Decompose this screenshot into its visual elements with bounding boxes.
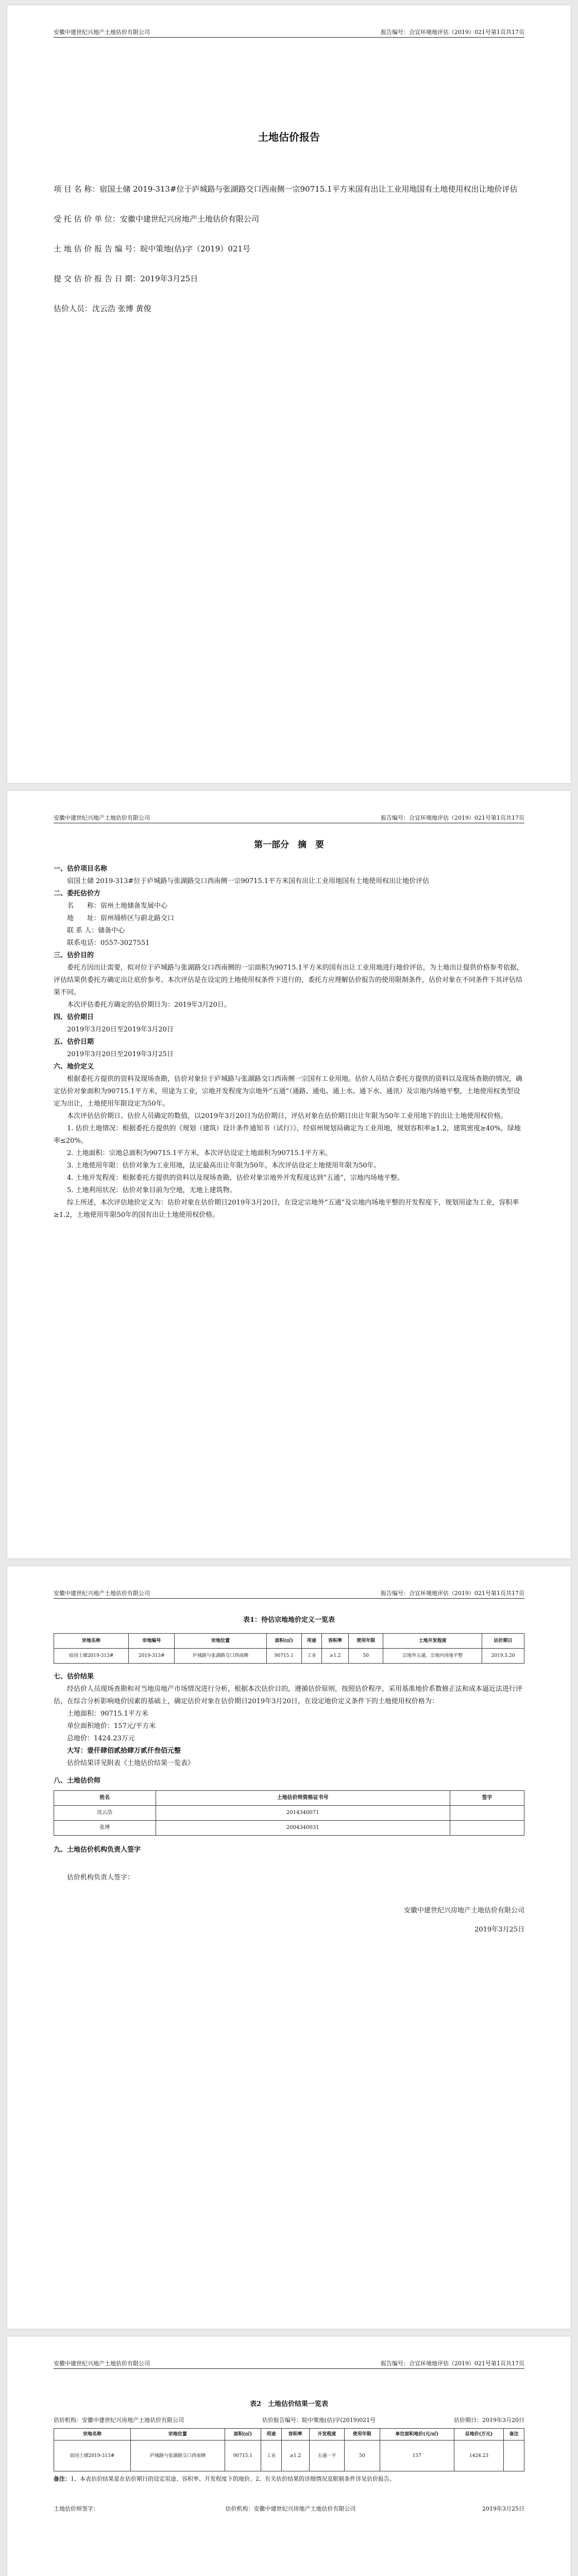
annex-report-no: 估价报告编号：皖中策地(估)字(2019)021号: [262, 2417, 376, 2424]
table-header-cell: 宗地名称: [54, 2429, 131, 2441]
table-cell: 宿国土储2019-313#: [54, 1649, 129, 1664]
project-field: 项 目 名 称：宿国土储 2019-313#位于庐城路与张湖路交口西南侧一宗90715.1平方米国有出让工业用地国有土地使用权出让地价评估: [54, 184, 518, 194]
sign-org: 安徽中建世纪兴房地产土地估价有限公司: [403, 1907, 524, 1914]
table-cell: 1424.23: [454, 2441, 503, 2471]
client-phone: 联系电话：0557-3027551: [67, 939, 150, 947]
table-cell: [450, 1806, 524, 1821]
summary-page-2: [7, 1566, 571, 2329]
table-header-cell: 宗地位置: [175, 1634, 266, 1649]
table-header-cell: 签字: [450, 1791, 524, 1806]
price-caps: 大写：壹仟肆佰贰拾肆万贰仟叁佰元整: [67, 1747, 181, 1755]
date-field: 提 交 估 价 报 告 日 期：2019年3月25日: [54, 274, 198, 283]
page-header: [54, 26, 524, 38]
section-2: 二、委托估价方: [54, 890, 101, 897]
table-cell: 庐城路与张湖路交口西南侧: [175, 1649, 266, 1664]
table-header-cell: 容积率: [281, 2429, 309, 2441]
table-cell: 工业: [302, 1649, 322, 1664]
table-header-cell: 使用年限: [349, 1634, 383, 1649]
annex-meta: [54, 2416, 524, 2425]
appraiser-table: [54, 1790, 524, 1836]
table-header-cell: 使用年限: [345, 2429, 380, 2441]
price-note: 估价结果详见附表《土地估价结果一览表》: [67, 1759, 195, 1767]
section-8: 八、土地估价师: [54, 1777, 101, 1785]
price-area: 土地面积：90715.1平方米: [67, 1710, 148, 1718]
table-cell: [504, 2441, 524, 2471]
table-header-cell: 宗地名称: [54, 1634, 129, 1649]
price-unit: 单位面积地价：157元/平方米: [67, 1722, 156, 1730]
annex-title: 表2 土地估价结果一览表: [249, 2400, 329, 2408]
table-cell: 90715.1: [225, 2441, 261, 2471]
sign-person: 估价机构负责人签字：: [67, 1874, 134, 1882]
page-header: 安徽中建世纪兴地产土地估价有限公司 报告编号：合宜环境地评估（2019）021号第1页共17页: [54, 1587, 524, 1599]
client-name: 名 称：宿州土地储备发展中心: [67, 902, 168, 910]
table-header-cell: 宗地位置: [130, 2429, 225, 2441]
section-6-item3: 3. 土地使用年限：估价对象为工业用地，法定最高出让年限为50年，本次评估设定土地使用年限为50年。: [67, 1162, 381, 1170]
header-left: 安徽中建世纪兴地产土地估价有限公司: [54, 29, 150, 36]
section-6-item4: 4. 土地开发程度：根据委托方提供的资料以及现场查勘，估价对象宗地外开发程度达到“五通”，宗地内场地平整。: [67, 1174, 404, 1182]
table-cell: 工业: [261, 2441, 282, 2471]
section-6-text2: 本次评估估价期日、估价人员确定的数值，以2019年3月20日为估价期日，评估对象在估价期日出让年限为50年工业用地下的出让土地使用权价格。: [67, 1112, 507, 1120]
table-cell: 2019-313#: [129, 1649, 175, 1664]
table-cell: 宿国土储2019-313#: [54, 2441, 131, 2471]
annex-sign-left: 土地估价师签字：: [54, 2505, 99, 2512]
section-3-text2: 本次评估委托方确定的估价期日为：2019年3月20日。: [67, 1001, 231, 1009]
annex-org: 估价机构：安徽中建世纪兴房地产土地估价有限公司: [54, 2417, 184, 2424]
table-cell: ≥1.2: [321, 1649, 349, 1664]
price-total: 总地价：1424.23万元: [67, 1735, 135, 1742]
header-right: 报告编号：合宜环境地评估（2019）021号第1页共17页: [381, 29, 524, 36]
section-3: 三、估价目的: [54, 952, 94, 959]
summary-title: 第一部分 摘 要: [254, 840, 324, 850]
annex-sign-right: 2019年3月25日: [482, 2505, 524, 2512]
annex-date: 估价期日：2019年3月20日: [454, 2417, 524, 2424]
section-1-text: 宿国土储 2019-313#位于庐城路与张湖路交口西南侧一宗90715.1平方米国有出让工业用地国有土地使用权出让地价评估: [67, 877, 430, 885]
table-header-cell: 估价期日: [482, 1634, 524, 1649]
report-title: 土地估价报告: [258, 131, 320, 143]
table-1-title: 表1：待估宗地地价定义一览表: [243, 1616, 335, 1624]
table-cell: 五通一平: [309, 2441, 344, 2471]
table-cell: 2004340031: [156, 1821, 450, 1836]
table-header-cell: 开发程度: [309, 2429, 344, 2441]
annex-sign: [54, 2504, 524, 2514]
table-header-cell: 面积(㎡): [266, 1634, 301, 1649]
table-cell: 90715.1: [266, 1649, 301, 1664]
appraisers-field: 估价人员：沈云浩 张博 黄俊: [54, 304, 151, 313]
section-7: 七、估价结果: [54, 1673, 94, 1681]
section-6-text: 根据委托方提供的资料及现场查勘，估价对象位于庐城路与张湖路交口西南侧一宗国有工业用地。估价人员结合委托方提供的资料以及现场查勘的情况，确定估价对象面积为90715.1平方米，用途为工业，宗地开发程度为宗地外“五通”（通路、通电、通上水、通下水、通讯）及宗地内场地平整，土地使用权类型设定为出让，土地使用年限设定为50年。: [54, 1075, 523, 1108]
table-header-cell: 备注: [504, 2429, 524, 2441]
annex-page: [7, 2336, 571, 2576]
client-address: 地 址：宿州埇桥区与蔚北路交口: [67, 914, 175, 922]
table-cell: 沈云浩: [54, 1806, 156, 1821]
section-6-item2: 2. 土地面积：宗地总面积为90715.1平方米，本次评估设定土地面积为90715.1平方米。: [67, 1149, 332, 1157]
annex-note: 备注：1、本表估价结果是在估价期日的设定用途、容积率、开发程度下的地价。2、有关估价结果的详细情况及限制条件详见估价报告。: [54, 2476, 395, 2482]
table-cell: 2019.3.20: [482, 1649, 524, 1664]
section-5: 五、估价日期: [54, 1038, 94, 1046]
table-header-cell: 宗地编号: [129, 1634, 175, 1649]
section-3-text: 委托方因出让需要，拟对位于庐城路与张湖路交口西南侧的一宗面积为90715.1平方米的国有出让工业用地进行地价评估，为土地出让提供价格参考依据，评估结果供委托方确定出让底价参考。本次评估是在设定的土地使用权条件下进行的，委托方应理解估价报告的使用限制条件，估价对象在不同条件下其评估结果不同。: [54, 964, 523, 996]
client-contact: 联 系 人：储备中心: [67, 927, 125, 935]
table-cell: 50: [345, 2441, 380, 2471]
annex-table: [54, 2428, 524, 2471]
summary-page-1: [7, 791, 571, 1558]
table-cell: 庐城路与张湖路交口西南侧: [130, 2441, 225, 2471]
section-7-intro: 经估价人员现场查勘和对当地房地产市场情况进行分析，根据本次估价目的，遵循估价原则，按照估价程序，采用基准地价系数修正法和成本逼近法进行评估，在综合分析影响地价因素的基础上，确定估价对象在估价期日2019年3月20日，在设定地价定义条件下的土地使用权价格为：: [54, 1685, 523, 1705]
table-header-cell: 用途: [261, 2429, 282, 2441]
table-cell: 50: [349, 1649, 383, 1664]
table-header-cell: 单位面积地价(元/㎡): [380, 2429, 454, 2441]
section-9: 九、土地估价机构负责人签字: [54, 1846, 141, 1854]
section-6-item1: 1. 估价土地情况：根据委托方提供的《规划（建筑）设计条件通知书（试行）》，经宿州规划局确定为工业用地，规划容积率≥1.2，建筑密度≥40%，绿地率≤20%。: [54, 1125, 521, 1145]
annex-sign-mid: 估价机构：安徽中建世纪兴房地产土地估价有限公司: [225, 2505, 356, 2512]
table-cell: 2014340071: [156, 1806, 450, 1821]
client-field: 受 托 估 价 单 位：安徽中建世纪兴房地产土地估价有限公司: [54, 214, 259, 224]
report-no-field: 土 地 估 价 报 告 编 号：皖中策地(估)字（2019）021号: [54, 244, 250, 253]
table-header-cell: 面积(㎡): [225, 2429, 261, 2441]
table-cell: [450, 1821, 524, 1836]
section-4-text: 2019年3月20日至2019年3月20日: [67, 1026, 174, 1033]
section-4: 四、估价期日: [54, 1013, 94, 1021]
table-cell: 张博: [54, 1821, 156, 1836]
table-header-cell: 姓名: [54, 1791, 156, 1806]
table-header-cell: 总地价(万元): [454, 2429, 503, 2441]
page-header: 安徽中建世纪兴地产土地估价有限公司 报告编号：合宜环境地评估（2019）021号第1页共17页: [54, 811, 524, 823]
table-header-cell: 用途: [302, 1634, 322, 1649]
sign-date: 2019年3月25日: [474, 1926, 524, 1934]
cover-page: [7, 5, 571, 783]
page-header: 安徽中建世纪兴地产土地估价有限公司 报告编号：合宜环境地评估（2019）021号第1页共17页: [54, 2357, 524, 2369]
section-6-item5: 5. 土地利用状况：估价对象目前为空地，无地上建筑物。: [67, 1187, 236, 1194]
table-cell: ≥1.2: [281, 2441, 309, 2471]
section-6-conclusion: 综上所述，本次评估地价定义为：估价对象在估价期日2019年3月20日，在设定宗地外“五通”及宗地内场地平整的开发程度下，规划用途为工业，容积率≥1.2，土地使用年限50年的国有出让土地使用权价格。: [54, 1199, 519, 1219]
table-cell: 宗地外五通、宗地内场地平整: [383, 1649, 482, 1664]
section-5-text: 2019年3月20日至2019年3月25日: [67, 1050, 174, 1058]
table-1: [54, 1633, 524, 1664]
table-header-cell: 容积率: [321, 1634, 349, 1649]
table-cell: 157: [380, 2441, 454, 2471]
section-1: 一、估价项目名称: [54, 865, 108, 873]
section-6: 六、地价定义: [54, 1063, 94, 1071]
table-header-cell: 土地开发程度: [383, 1634, 482, 1649]
table-header-cell: 土地估价师资格证书号: [156, 1791, 450, 1806]
